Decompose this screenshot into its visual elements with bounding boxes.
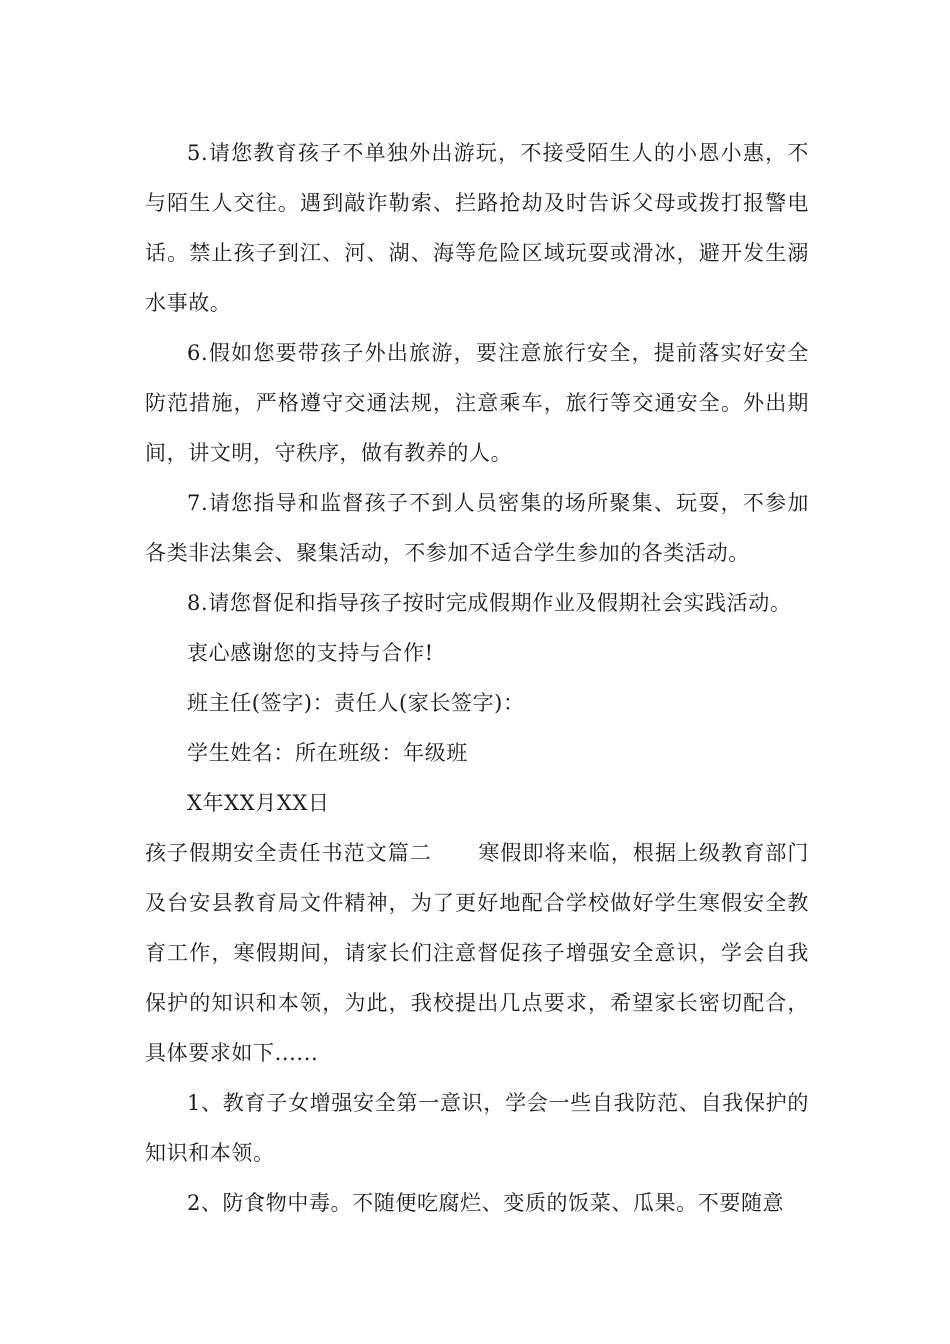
section-two-title: 孩子假期安全责任书范文篇二 <box>145 841 432 865</box>
student-info-line: 学生姓名：所在班级：年级班 <box>187 741 468 765</box>
thanks-line: 衷心感谢您的支持与合作! <box>187 641 434 665</box>
paragraph-item-7: 7.请您指导和监督孩子不到人员密集的场所聚集、玩耍，不参加各类非法集会、聚集活动，不参加不适合学生参加的各类活动。 <box>145 491 809 565</box>
date-line: X年XX月XX日 <box>187 791 330 815</box>
requirement-item-1: 1、教育子女增强安全第一意识，学会一些自我防范、自我保护的知识和本领。 <box>145 1091 809 1165</box>
paragraph-item-6: 6.假如您要带孩子外出旅游，要注意旅行安全，提前落实好安全防范措施，严格遵守交通法规，注意乘车，旅行等交通安全。外出期间，讲文明，守秩序，做有教养的人。 <box>145 341 809 465</box>
section-two-intro: 寒假即将来临，根据上级教育部门及台安县教育局文件精神，为了更好地配合学校做好学生寒假安全教育工作，寒假期间，请家长们注意督促孩子增强安全意识，学会自我保护的知识和本领，为此，我校提出几点要求，希望家长密切配合，具体要求如下...... <box>145 841 809 1065</box>
paragraph-item-5: 5.请您教育孩子不单独外出游玩，不接受陌生人的小恩小惠，不与陌生人交往。遇到敲诈勒索、拦路抢劫及时告诉父母或拨打报警电话。禁止孩子到江、河、湖、海等危险区域玩耍或滑冰，避开发生溺水事故。 <box>145 141 809 315</box>
document-page <box>145 128 809 1228</box>
signature-line: 班主任(签字)：责任人(家长签字)： <box>187 691 525 715</box>
requirement-item-2: 2、防食物中毒。不随便吃腐烂、变质的饭菜、瓜果。不要随意 <box>187 1191 785 1215</box>
paragraph-item-8: 8.请您督促和指导孩子按时完成假期作业及假期社会实践活动。 <box>187 591 792 615</box>
section-two-paragraph <box>145 828 809 1078</box>
